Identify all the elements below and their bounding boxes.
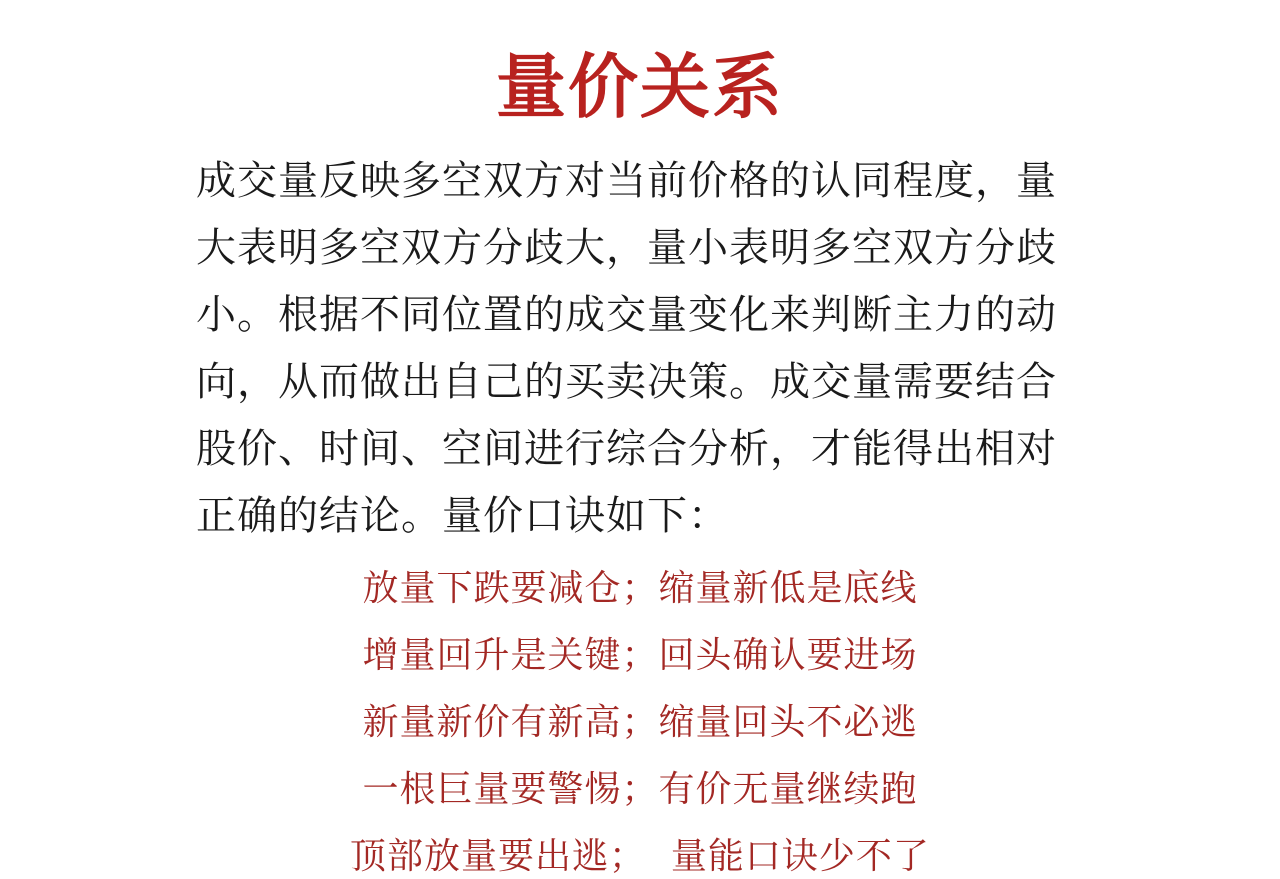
page-title: 量价关系 xyxy=(496,46,784,128)
mnemonic-line: 顶部放量要出逃； 量能口诀少不了 xyxy=(350,836,930,877)
mnemonic-line: 增量回升是关键；回头确认要进场 xyxy=(362,635,918,676)
mnemonic-line: 一根巨量要警惕；有价无量继续跑 xyxy=(362,769,918,810)
mnemonic-list xyxy=(0,555,1280,879)
mnemonic-line: 放量下跌要减仓；缩量新低是底线 xyxy=(362,568,918,609)
mnemonic-line: 新量新价有新高；缩量回头不必逃 xyxy=(362,702,918,743)
intro-paragraph: 成交量反映多空双方对当前价格的认同程度，量大表明多空双方分歧大，量小表明多空双方分歧小。根据不同位置的成交量变化来判断主力的动向，从而做出自己的买卖决策。成交量需要结合股价、时间、空间进行综合分析，才能得出相对正确的结论。量价口诀如下： xyxy=(196,158,1057,539)
